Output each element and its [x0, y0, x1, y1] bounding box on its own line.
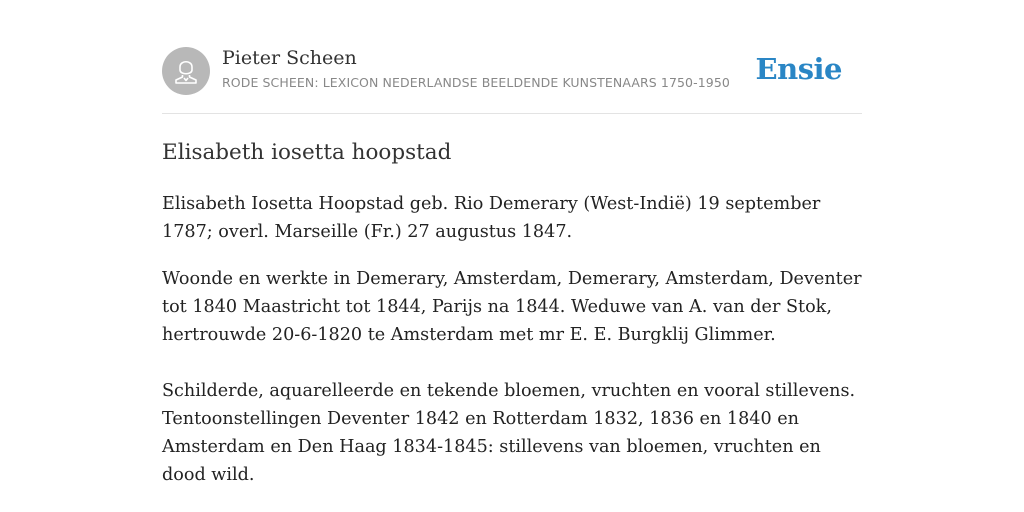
article-paragraph: Woonde en werkte in Demerary, Amsterdam, Demerary, Amsterdam, Deventer tot 1840 Maastricht tot 1844, Parijs na 1844. Weduwe van A. van der Stok, hertrouwde 20-6-1820 te Amsterdam met mr E. E. Burgklij Glimmer.	[162, 269, 862, 345]
user-icon	[162, 47, 210, 95]
article-title: Elisabeth iosetta hoopstad	[162, 140, 452, 165]
source-title[interactable]: RODE SCHEEN: LEXICON NEDERLANDSE BEELDENDE KUNSTENAARS 1750-1950	[222, 75, 730, 90]
ensie-logo[interactable]: Ensie	[755, 52, 842, 86]
article-paragraph: Elisabeth Iosetta Hoopstad geb. Rio Demerary (West-Indië) 19 september 1787; overl. Marseille (Fr.) 27 augustus 1847.	[162, 194, 821, 242]
author-avatar[interactable]	[162, 47, 210, 95]
article-paragraph: Schilderde, aquarelleerde en tekende bloemen, vruchten en vooral stillevens. Tentoonstellingen Deventer 1842 en Rotterdam 1832, 1836 en 1840 en Amsterdam en Den Haag 1834-1845: stillevens van bloemen, vruchten en dood wild.	[162, 381, 856, 485]
article-page	[162, 0, 862, 485]
article-header	[162, 0, 862, 114]
author-name[interactable]: Pieter Scheen	[222, 47, 357, 69]
